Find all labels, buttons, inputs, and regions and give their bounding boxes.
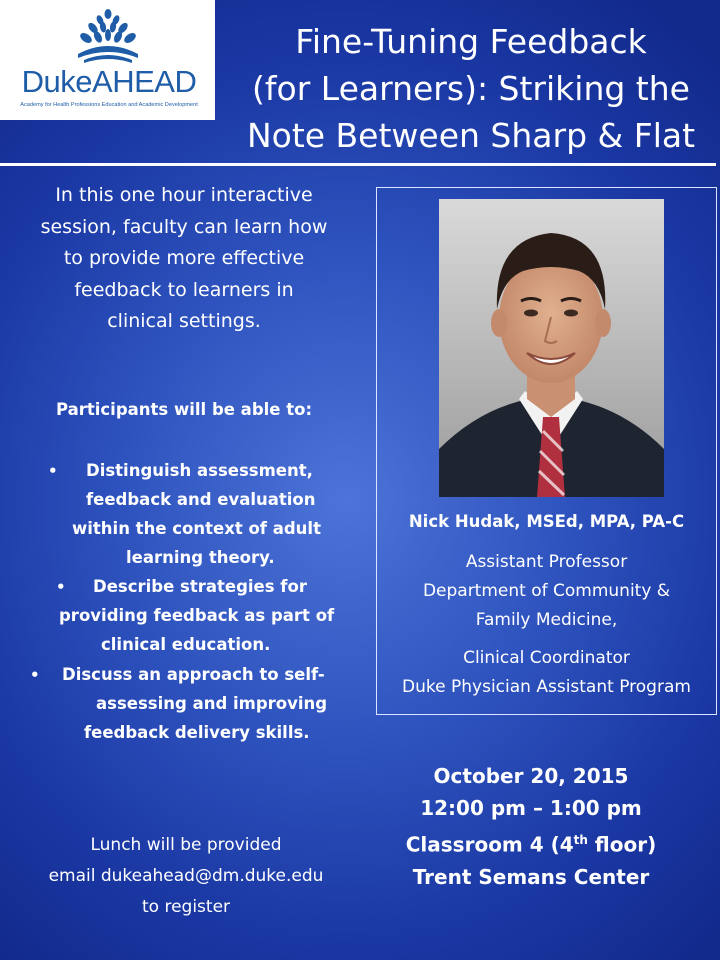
- intro-line-2: session, faculty can learn how: [40, 215, 328, 238]
- speaker-role-1-line-2: Department of Community &: [422, 581, 671, 601]
- objective-2-line-3: clinical education.: [101, 635, 271, 654]
- registration-info: [10, 830, 362, 923]
- bullet-1: •: [48, 462, 58, 480]
- event-room-sup: th: [573, 833, 588, 847]
- duke-ahead-tree-icon: [70, 8, 146, 64]
- speaker-role-1-line-1: Assistant Professor: [465, 552, 628, 572]
- speaker-role-1: [376, 548, 717, 635]
- intro-line-4: feedback to learners in: [74, 278, 294, 301]
- register-email[interactable]: email dukeahead@dm.duke.edu: [48, 866, 324, 886]
- objective-1-line-1: Distinguish assessment,: [86, 461, 313, 480]
- title-line-2: (for Learners): Striking the: [252, 69, 690, 108]
- title-divider: [0, 163, 716, 166]
- objective-2-line-2: providing feedback as part of: [59, 606, 335, 625]
- speaker-role-2: [376, 644, 717, 702]
- objective-3-line-1: Discuss an approach to self-: [62, 665, 325, 684]
- intro-line-1: In this one hour interactive: [55, 184, 313, 206]
- speaker-role-1-line-3: Family Medicine,: [475, 610, 618, 630]
- event-details: [366, 760, 696, 893]
- event-room-suffix: floor): [587, 832, 657, 857]
- event-room: [366, 824, 696, 861]
- objective-1-line-4: learning theory.: [126, 548, 275, 567]
- intro-line-3: to provide more effective: [63, 247, 305, 269]
- register-note: to register: [141, 897, 231, 917]
- objective-1-line-3: within the context of adult: [72, 519, 321, 538]
- title-line-1: Fine-Tuning Feedback: [295, 22, 647, 61]
- event-date: October 20, 2015: [433, 764, 629, 788]
- event-room-prefix: Classroom 4 (4: [405, 832, 574, 857]
- title-line-3: Note Between Sharp & Flat: [246, 116, 696, 155]
- objective-2-line-1: Describe strategies for: [93, 577, 307, 596]
- flyer-title: [222, 18, 720, 159]
- speaker-role-2-line-2: Duke Physician Assistant Program: [402, 677, 691, 697]
- bullet-3: •: [30, 666, 40, 684]
- intro-text: [14, 180, 354, 338]
- speaker-role-2-line-1: Clinical Coordinator: [463, 648, 630, 668]
- event-time: 12:00 pm – 1:00 pm: [420, 796, 642, 820]
- bullet-2: •: [56, 578, 66, 596]
- objective-3-line-2: assessing and improving: [96, 694, 328, 713]
- speaker-portrait: [439, 199, 664, 497]
- logo: [0, 0, 215, 120]
- event-venue: Trent Semans Center: [412, 864, 650, 889]
- speaker-name: Nick Hudak, MSEd, MPA, PA-C: [408, 512, 685, 531]
- objective-3-line-3: feedback delivery skills.: [84, 723, 310, 742]
- objective-1-line-2: feedback and evaluation: [86, 490, 316, 509]
- objectives-heading: Participants will be able to:: [55, 400, 313, 419]
- logo-wordmark: DukeAHEAD: [21, 64, 197, 99]
- logo-tagline: Academy for Health Professions Education and Academic Development: [20, 102, 198, 108]
- intro-line-5: clinical settings.: [107, 310, 261, 332]
- lunch-note: Lunch will be provided: [90, 835, 282, 855]
